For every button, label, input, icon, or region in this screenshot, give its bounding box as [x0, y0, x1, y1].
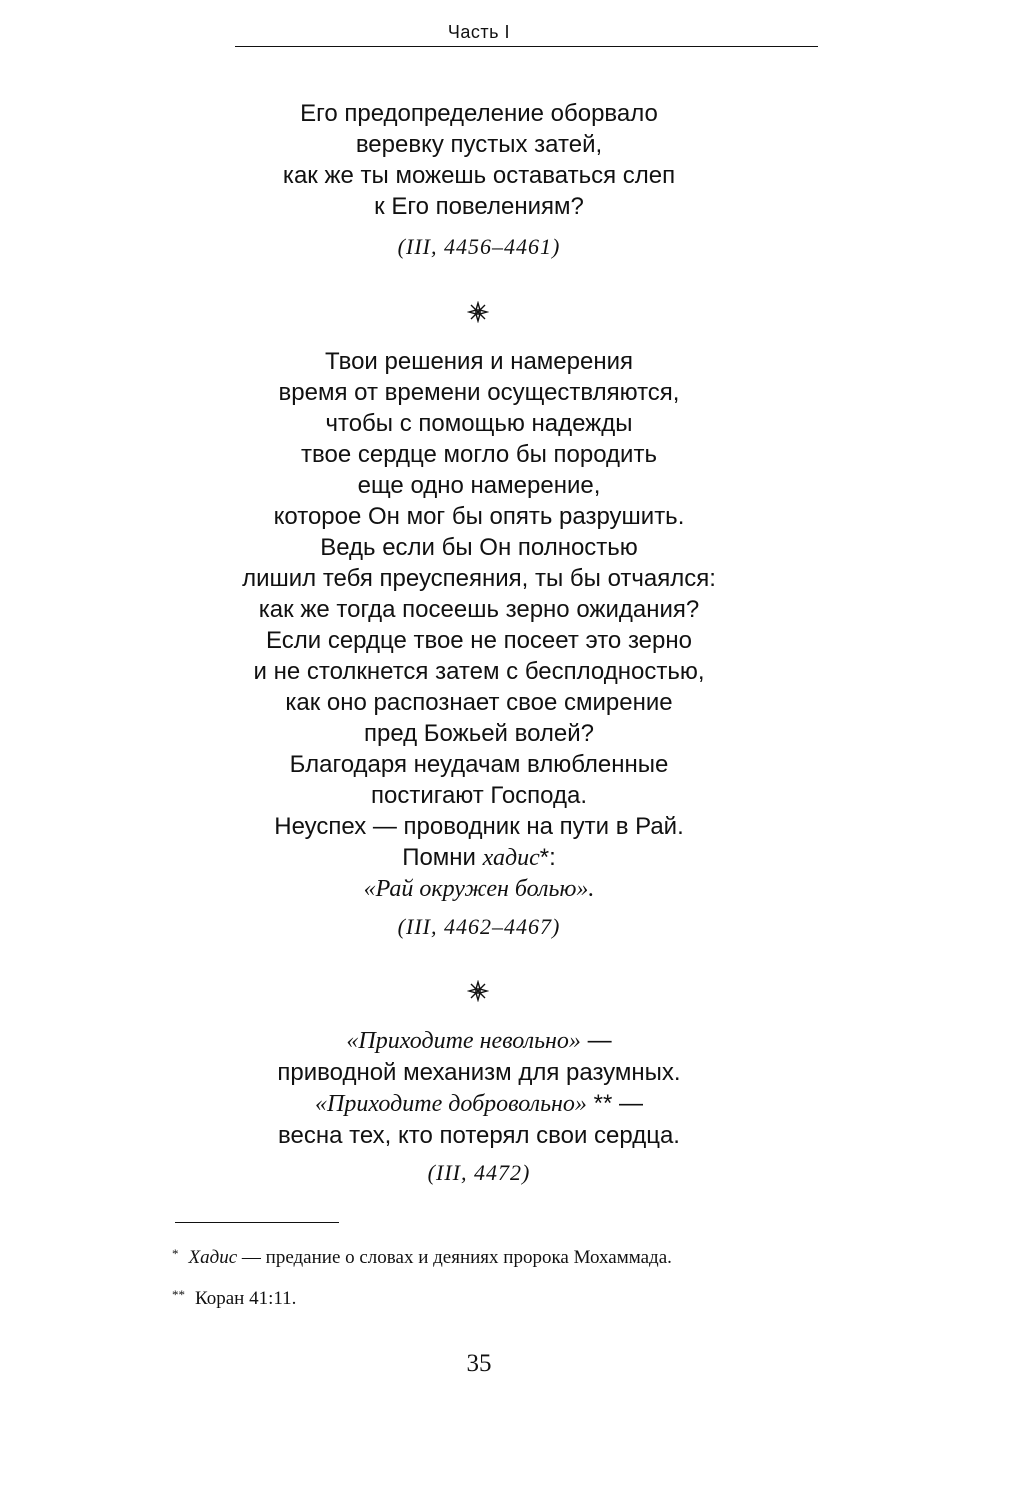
- verse-line: постигают Господа.: [370, 782, 588, 809]
- verse-line: [0, 1088, 958, 1120]
- hadith-term: хадис: [482, 845, 540, 871]
- footnote-mark: **: [172, 1287, 185, 1302]
- verse-line: чтобы с помощью надежды: [325, 410, 633, 437]
- footnote-text: — предание о словах и деяниях пророка Мохаммада.: [237, 1247, 672, 1268]
- verse-line: Неуспех — проводник на пути в Рай.: [274, 813, 684, 840]
- verse-quote: «Приходите добровольно»: [315, 1091, 587, 1117]
- stanza-2: [0, 346, 958, 905]
- verse-line: как же тогда посеешь зерно ожидания?: [258, 596, 700, 623]
- verse-line: которое Он мог бы опять разрушить.: [273, 503, 685, 530]
- verse-line: Твои решения и намерения: [324, 348, 633, 375]
- page-number: 35: [466, 1350, 492, 1377]
- verse-line: как оно распознает свое смирение: [285, 689, 673, 716]
- verse-line: время от времени осуществляются,: [278, 379, 680, 406]
- verse-suffix: *:: [539, 844, 556, 871]
- verse-line: пред Божьей волей?: [363, 720, 595, 747]
- footnote-rule: [175, 1222, 339, 1223]
- stanza-1: [0, 98, 958, 222]
- verse-line: лишил тебя преуспеяния, ты бы отчаялся:: [242, 565, 716, 592]
- footnote-2: [172, 1287, 296, 1310]
- verse-line: [0, 1025, 958, 1057]
- verse-line: к Его повелениям?: [374, 193, 584, 220]
- header-rule: [235, 46, 818, 47]
- verse-prefix: Помни: [402, 844, 483, 871]
- verse-line: весна тех, кто потерял свои сердца.: [278, 1122, 680, 1149]
- star-ornament-icon: [467, 980, 489, 1002]
- verse-quote: «Приходите невольно»: [346, 1028, 581, 1054]
- verse-line: Ведь если бы Он полностью: [320, 534, 638, 561]
- verse-line: Его предопределение оборвало: [300, 100, 658, 127]
- star-ornament-icon: [467, 301, 489, 323]
- footnote-1: [172, 1246, 672, 1269]
- verse-line: еще одно намерение,: [357, 472, 601, 499]
- verse-line: Если сердце твое не посеет это зерно: [266, 627, 692, 654]
- running-title: Часть I: [447, 22, 511, 42]
- citation-3: (III, 4472): [427, 1160, 531, 1185]
- stanza-3: [0, 1025, 958, 1151]
- footnote-text: Коран 41:11.: [195, 1288, 297, 1309]
- citation-1: (III, 4456–4461): [397, 234, 561, 259]
- verse-line: веревку пустых затей,: [355, 131, 603, 158]
- verse-line: приводной механизм для разумных.: [277, 1059, 681, 1086]
- footnote-term: Хадис: [188, 1247, 238, 1268]
- verse-line: как же ты можешь оставаться слеп: [282, 162, 676, 189]
- verse-line: [0, 842, 958, 874]
- verse-line: твое сердце могло бы породить: [301, 441, 657, 468]
- verse-tail: —: [580, 1027, 612, 1054]
- verse-line: Благодаря неудачам влюбленные: [289, 751, 669, 778]
- footnote-mark: *: [172, 1246, 179, 1261]
- verse-line: «Рай окружен болью».: [363, 876, 595, 902]
- verse-line: и не столкнется затем с бесплодностью,: [253, 658, 705, 685]
- citation-2: (III, 4462–4467): [397, 914, 561, 939]
- verse-tail: ** —: [586, 1090, 643, 1117]
